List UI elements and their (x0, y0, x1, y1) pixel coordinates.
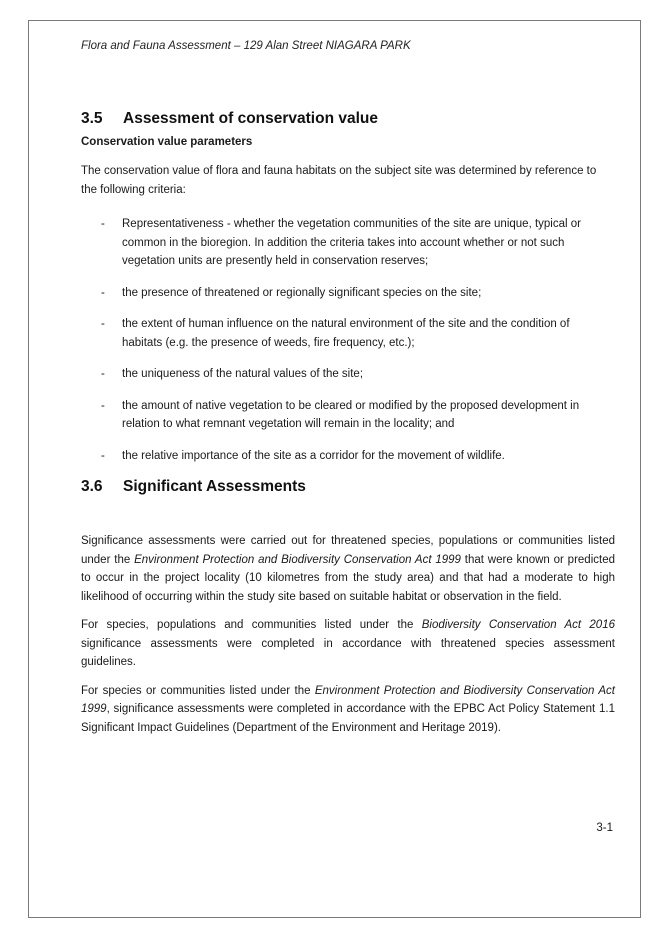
list-item (81, 215, 615, 271)
text-run: significance assessments were completed in accordance with threatened species assessment guidelines. (81, 637, 615, 668)
text-run: , significance assessments were completed in accordance with the EPBC Act Policy Statement 1.1 Significant Impact Guidelines (Department of the Environment and Heritage 2019). (81, 703, 615, 734)
text-run: For species, populations and communities listed under the (81, 619, 422, 631)
document-body (81, 110, 615, 737)
list-item-text: the extent of human influence on the natural environment of the site and the condition of habitats (e.g. the presence of weeds, fire frequency, etc.); (122, 318, 570, 349)
section-title: Assessment of conservation value (123, 110, 378, 127)
list-item (81, 315, 615, 352)
list-item-text: the amount of native vegetation to be cleared or modified by the proposed development in relation to what remnant vegetation will remain in the locality; and (122, 399, 580, 430)
section-heading-3-6 (81, 478, 615, 496)
list-item (81, 365, 615, 384)
bullet-dash: - (101, 286, 105, 299)
significance-paragraph-2 (81, 616, 615, 672)
significance-paragraph-3 (81, 682, 615, 738)
text-run: Significance assessments were carried out for threatened species, populations or communities listed under the (81, 535, 615, 566)
list-item-text: Representativeness - whether the vegetation communities of the site are unique, typical or common in the bioregion. In addition the criteria takes into account whether or not such vegetation units are presently held in conservation reserves; (122, 218, 581, 267)
bullet-dash: - (101, 318, 105, 330)
section-number: 3.5 (81, 110, 103, 127)
list-item (81, 447, 615, 466)
list-item (81, 284, 615, 303)
criteria-list (81, 215, 615, 465)
bullet-dash: - (101, 218, 105, 230)
list-item-text: the presence of threatened or regionally significant species on the site; (122, 286, 482, 299)
section-heading-3-5 (81, 110, 615, 128)
list-item-text: the relative importance of the site as a corridor for the movement of wildlife. (122, 449, 505, 462)
intro-paragraph: The conservation value of flora and fauna habitats on the subject site was determined by reference to the following criteria: (81, 165, 597, 196)
significance-paragraph-1 (81, 532, 615, 606)
page-number: 3-1 (596, 822, 613, 834)
section-title: Significant Assessments (123, 478, 306, 495)
section-number: 3.6 (81, 478, 103, 495)
text-run: that were known or predicted to occur in the project locality (10 kilometres from the study area) and that had a moderate to high likelihood of occurring within the study site based on suitable habitat or observation in the field. (81, 553, 615, 603)
act-title: Environment Protection and Biodiversity Conservation Act 1999 (134, 553, 461, 566)
bullet-dash: - (101, 368, 105, 380)
bullet-dash: - (101, 449, 105, 462)
text-run: For species or communities listed under the (81, 684, 315, 697)
bullet-dash: - (101, 399, 105, 412)
running-header: Flora and Fauna Assessment – 129 Alan Street NIAGARA PARK (81, 40, 411, 52)
act-title: Biodiversity Conservation Act 2016 (421, 619, 615, 631)
subheading: Conservation value parameters (81, 136, 253, 148)
act-title: Environment Protection and Biodiversity Conservation Act 1999 (81, 684, 615, 715)
list-item (81, 397, 615, 434)
list-item-text: the uniqueness of the natural values of the site; (122, 368, 364, 380)
